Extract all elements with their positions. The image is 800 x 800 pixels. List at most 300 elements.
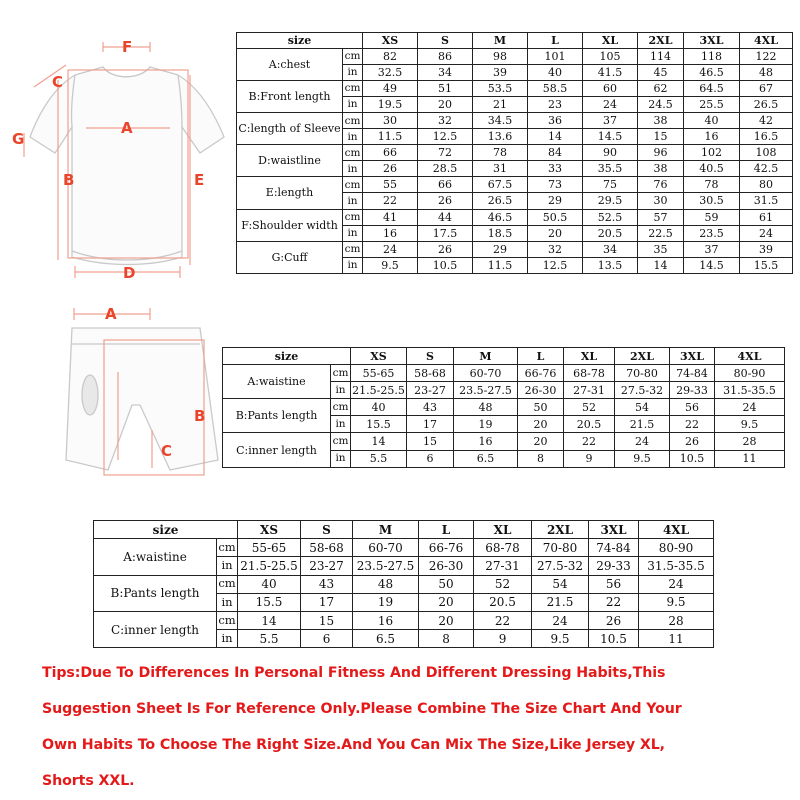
- unit-cell: cm: [331, 433, 351, 450]
- unit-cell: in: [343, 193, 363, 209]
- measurement-label: E:length: [237, 177, 343, 209]
- header-size-cell: 4XL: [740, 33, 793, 49]
- table-row: [237, 241, 793, 257]
- table-row: [237, 177, 793, 193]
- value-cell: 13.6: [473, 129, 528, 145]
- header-size-cell: M: [473, 33, 528, 49]
- value-cell: 28.5: [418, 161, 473, 177]
- header-size-cell: 3XL: [670, 348, 715, 365]
- value-cell: 22: [474, 611, 532, 629]
- value-cell: 10.5: [670, 450, 715, 467]
- value-cell: 44: [418, 209, 473, 225]
- value-cell: 8: [419, 630, 474, 648]
- value-cell: 50: [419, 575, 474, 593]
- unit-cell: cm: [343, 177, 363, 193]
- value-cell: 15.5: [351, 416, 407, 433]
- value-cell: 19: [353, 593, 419, 611]
- value-cell: 35.5: [583, 161, 638, 177]
- jersey-label-c: C: [52, 73, 64, 91]
- unit-cell: cm: [331, 365, 351, 382]
- value-cell: 39: [473, 65, 528, 81]
- value-cell: 21: [473, 97, 528, 113]
- tips-note: [42, 655, 782, 799]
- value-cell: 52: [474, 575, 532, 593]
- value-cell: 26: [589, 611, 639, 629]
- value-cell: 58.5: [528, 81, 583, 97]
- value-cell: 34.5: [473, 113, 528, 129]
- value-cell: 16.5: [740, 129, 793, 145]
- jersey-label-e: E: [194, 171, 205, 189]
- unit-cell: in: [217, 630, 238, 648]
- header-size-cell: XS: [238, 521, 301, 539]
- tips-line-3: Own Habits To Choose The Right Size.And You Can Mix The Size,Like Jersey XL,: [42, 737, 665, 753]
- value-cell: 27.5-32: [532, 557, 589, 575]
- value-cell: 11.5: [363, 129, 418, 145]
- value-cell: 14: [528, 129, 583, 145]
- value-cell: 24: [532, 611, 589, 629]
- value-cell: 84: [528, 145, 583, 161]
- value-cell: 16: [684, 129, 740, 145]
- value-cell: 74-84: [670, 365, 715, 382]
- value-cell: 31: [473, 161, 528, 177]
- value-cell: 46.5: [684, 65, 740, 81]
- value-cell: 30.5: [684, 193, 740, 209]
- value-cell: 67.5: [473, 177, 528, 193]
- value-cell: 74-84: [589, 539, 639, 557]
- tips-line-4: Shorts XXL.: [42, 773, 135, 789]
- header-size-cell: 3XL: [684, 33, 740, 49]
- measurement-label: A:waistine: [223, 365, 331, 399]
- header-size-cell: 2XL: [638, 33, 684, 49]
- value-cell: 46.5: [473, 209, 528, 225]
- value-cell: 60: [583, 81, 638, 97]
- value-cell: 21.5: [532, 593, 589, 611]
- jersey-label-g: G: [12, 130, 25, 148]
- value-cell: 21.5-25.5: [351, 382, 407, 399]
- value-cell: 67: [740, 81, 793, 97]
- value-cell: 29-33: [670, 382, 715, 399]
- value-cell: 66-76: [518, 365, 564, 382]
- value-cell: 5.5: [351, 450, 407, 467]
- header-size-label: size: [237, 33, 363, 49]
- header-size-cell: 4XL: [715, 348, 785, 365]
- header-size-cell: 2XL: [615, 348, 670, 365]
- value-cell: 34: [418, 65, 473, 81]
- shorts-diagram: [60, 300, 220, 485]
- value-cell: 80: [740, 177, 793, 193]
- value-cell: 23-27: [301, 557, 353, 575]
- value-cell: 41.5: [583, 65, 638, 81]
- value-cell: 54: [615, 399, 670, 416]
- value-cell: 32: [418, 113, 473, 129]
- value-cell: 35: [638, 241, 684, 257]
- shorts-size-table-1: [222, 347, 785, 468]
- value-cell: 38: [638, 161, 684, 177]
- shorts-label-a: A: [105, 305, 117, 323]
- value-cell: 55-65: [351, 365, 407, 382]
- value-cell: 26-30: [518, 382, 564, 399]
- header-size-cell: 3XL: [589, 521, 639, 539]
- value-cell: 20: [528, 225, 583, 241]
- shorts-2-table-body: [94, 521, 714, 648]
- value-cell: 9: [474, 630, 532, 648]
- value-cell: 38: [638, 113, 684, 129]
- value-cell: 28: [715, 433, 785, 450]
- unit-cell: in: [343, 161, 363, 177]
- value-cell: 14: [238, 611, 301, 629]
- value-cell: 98: [473, 49, 528, 65]
- value-cell: 96: [638, 145, 684, 161]
- unit-cell: in: [343, 225, 363, 241]
- table-header-row: [223, 348, 785, 365]
- unit-cell: cm: [343, 209, 363, 225]
- header-size-cell: S: [418, 33, 473, 49]
- value-cell: 24: [715, 399, 785, 416]
- unit-cell: in: [217, 557, 238, 575]
- header-size-cell: L: [419, 521, 474, 539]
- header-size-cell: S: [301, 521, 353, 539]
- unit-cell: in: [331, 416, 351, 433]
- header-size-cell: XS: [351, 348, 407, 365]
- value-cell: 122: [740, 49, 793, 65]
- value-cell: 19: [454, 416, 518, 433]
- shorts-label-c: C: [161, 442, 173, 460]
- value-cell: 58-68: [301, 539, 353, 557]
- value-cell: 75: [583, 177, 638, 193]
- shorts-label-b: B: [194, 407, 206, 425]
- value-cell: 60-70: [353, 539, 419, 557]
- value-cell: 6.5: [454, 450, 518, 467]
- header-size-label: size: [223, 348, 351, 365]
- table-row: [237, 113, 793, 129]
- value-cell: 50: [518, 399, 564, 416]
- value-cell: 20: [419, 611, 474, 629]
- value-cell: 27-31: [474, 557, 532, 575]
- value-cell: 22: [363, 193, 418, 209]
- value-cell: 22: [564, 433, 615, 450]
- table-row: [223, 399, 785, 416]
- shorts-outline: [66, 328, 218, 470]
- value-cell: 24: [615, 433, 670, 450]
- value-cell: 17: [407, 416, 454, 433]
- value-cell: 50.5: [528, 209, 583, 225]
- value-cell: 20.5: [564, 416, 615, 433]
- value-cell: 48: [353, 575, 419, 593]
- measurement-label: C:length of Sleeve: [237, 113, 343, 145]
- value-cell: 20: [518, 433, 564, 450]
- table-row: [237, 209, 793, 225]
- value-cell: 53.5: [473, 81, 528, 97]
- value-cell: 20.5: [583, 225, 638, 241]
- value-cell: 11.5: [473, 257, 528, 273]
- value-cell: 22: [670, 416, 715, 433]
- jersey-diagram: [0, 25, 235, 285]
- value-cell: 15: [407, 433, 454, 450]
- jersey-table-body: [237, 33, 793, 274]
- header-size-cell: 4XL: [639, 521, 714, 539]
- table-row: [237, 145, 793, 161]
- value-cell: 40.5: [684, 161, 740, 177]
- value-cell: 27-31: [564, 382, 615, 399]
- value-cell: 28: [639, 611, 714, 629]
- value-cell: 25.5: [684, 97, 740, 113]
- value-cell: 26.5: [473, 193, 528, 209]
- value-cell: 12.5: [418, 129, 473, 145]
- value-cell: 18.5: [473, 225, 528, 241]
- unit-cell: in: [331, 450, 351, 467]
- value-cell: 82: [363, 49, 418, 65]
- header-size-cell: XL: [564, 348, 615, 365]
- jersey-outline: [30, 67, 224, 265]
- value-cell: 114: [638, 49, 684, 65]
- value-cell: 78: [684, 177, 740, 193]
- jersey-label-d: D: [123, 264, 136, 282]
- value-cell: 55-65: [238, 539, 301, 557]
- value-cell: 56: [670, 399, 715, 416]
- value-cell: 11: [715, 450, 785, 467]
- unit-cell: cm: [343, 49, 363, 65]
- value-cell: 48: [454, 399, 518, 416]
- value-cell: 29: [528, 193, 583, 209]
- value-cell: 66: [363, 145, 418, 161]
- value-cell: 42: [740, 113, 793, 129]
- value-cell: 41: [363, 209, 418, 225]
- value-cell: 15: [301, 611, 353, 629]
- jersey-label-f: F: [122, 38, 133, 56]
- unit-cell: in: [331, 382, 351, 399]
- unit-cell: in: [343, 65, 363, 81]
- value-cell: 32: [528, 241, 583, 257]
- value-cell: 52: [564, 399, 615, 416]
- unit-cell: in: [217, 593, 238, 611]
- value-cell: 6: [407, 450, 454, 467]
- value-cell: 62: [638, 81, 684, 97]
- value-cell: 26.5: [740, 97, 793, 113]
- value-cell: 80-90: [639, 539, 714, 557]
- value-cell: 70-80: [532, 539, 589, 557]
- value-cell: 29-33: [589, 557, 639, 575]
- value-cell: 78: [473, 145, 528, 161]
- value-cell: 9.5: [639, 593, 714, 611]
- value-cell: 90: [583, 145, 638, 161]
- value-cell: 45: [638, 65, 684, 81]
- value-cell: 24: [639, 575, 714, 593]
- value-cell: 23-27: [407, 382, 454, 399]
- value-cell: 108: [740, 145, 793, 161]
- value-cell: 10.5: [589, 630, 639, 648]
- value-cell: 36: [528, 113, 583, 129]
- value-cell: 23: [528, 97, 583, 113]
- value-cell: 26: [363, 161, 418, 177]
- value-cell: 66-76: [419, 539, 474, 557]
- value-cell: 21.5-25.5: [238, 557, 301, 575]
- header-size-cell: M: [454, 348, 518, 365]
- value-cell: 20: [418, 97, 473, 113]
- table-row: [94, 575, 714, 593]
- unit-cell: cm: [217, 611, 238, 629]
- measurement-label: D:waistline: [237, 145, 343, 177]
- value-cell: 60-70: [454, 365, 518, 382]
- unit-cell: cm: [343, 113, 363, 129]
- value-cell: 26: [418, 241, 473, 257]
- value-cell: 61: [740, 209, 793, 225]
- value-cell: 30: [363, 113, 418, 129]
- value-cell: 14: [638, 257, 684, 273]
- shorts-1-table-body: [223, 348, 785, 468]
- value-cell: 16: [363, 225, 418, 241]
- value-cell: 24.5: [638, 97, 684, 113]
- unit-cell: cm: [343, 241, 363, 257]
- value-cell: 22.5: [638, 225, 684, 241]
- header-size-cell: XL: [474, 521, 532, 539]
- value-cell: 31.5-35.5: [715, 382, 785, 399]
- unit-cell: cm: [343, 145, 363, 161]
- value-cell: 23.5-27.5: [353, 557, 419, 575]
- value-cell: 29.5: [583, 193, 638, 209]
- value-cell: 16: [353, 611, 419, 629]
- value-cell: 9.5: [615, 450, 670, 467]
- value-cell: 39: [740, 241, 793, 257]
- value-cell: 80-90: [715, 365, 785, 382]
- value-cell: 14.5: [684, 257, 740, 273]
- value-cell: 21.5: [615, 416, 670, 433]
- measurement-label: A:chest: [237, 49, 343, 81]
- value-cell: 16: [454, 433, 518, 450]
- value-cell: 15.5: [238, 593, 301, 611]
- value-cell: 20: [419, 593, 474, 611]
- value-cell: 59: [684, 209, 740, 225]
- value-cell: 68-78: [474, 539, 532, 557]
- value-cell: 51: [418, 81, 473, 97]
- measurement-label: A:waistine: [94, 539, 217, 575]
- value-cell: 101: [528, 49, 583, 65]
- value-cell: 33: [528, 161, 583, 177]
- value-cell: 118: [684, 49, 740, 65]
- header-size-cell: XL: [583, 33, 638, 49]
- header-size-cell: M: [353, 521, 419, 539]
- value-cell: 34: [583, 241, 638, 257]
- value-cell: 23.5-27.5: [454, 382, 518, 399]
- value-cell: 20: [518, 416, 564, 433]
- value-cell: 31.5-35.5: [639, 557, 714, 575]
- value-cell: 102: [684, 145, 740, 161]
- value-cell: 17.5: [418, 225, 473, 241]
- header-size-cell: S: [407, 348, 454, 365]
- value-cell: 27.5-32: [615, 382, 670, 399]
- measurement-label: B:Pants length: [94, 575, 217, 611]
- tips-line-1: Tips:Due To Differences In Personal Fitness And Different Dressing Habits,This: [42, 665, 666, 681]
- table-row: [223, 365, 785, 382]
- value-cell: 76: [638, 177, 684, 193]
- table-row: [94, 539, 714, 557]
- value-cell: 26: [418, 193, 473, 209]
- value-cell: 6: [301, 630, 353, 648]
- value-cell: 58-68: [407, 365, 454, 382]
- header-size-cell: L: [518, 348, 564, 365]
- value-cell: 54: [532, 575, 589, 593]
- unit-cell: in: [343, 129, 363, 145]
- header-size-cell: 2XL: [532, 521, 589, 539]
- unit-cell: in: [343, 257, 363, 273]
- value-cell: 40: [528, 65, 583, 81]
- measurement-label: G:Cuff: [237, 241, 343, 273]
- table-row: [223, 433, 785, 450]
- value-cell: 9: [564, 450, 615, 467]
- value-cell: 12.5: [528, 257, 583, 273]
- value-cell: 40: [684, 113, 740, 129]
- value-cell: 52.5: [583, 209, 638, 225]
- value-cell: 13.5: [583, 257, 638, 273]
- value-cell: 105: [583, 49, 638, 65]
- unit-cell: cm: [217, 575, 238, 593]
- value-cell: 66: [418, 177, 473, 193]
- value-cell: 42.5: [740, 161, 793, 177]
- measurement-label: C:inner length: [94, 611, 217, 647]
- value-cell: 15: [638, 129, 684, 145]
- value-cell: 24: [363, 241, 418, 257]
- value-cell: 10.5: [418, 257, 473, 273]
- value-cell: 9.5: [363, 257, 418, 273]
- value-cell: 86: [418, 49, 473, 65]
- value-cell: 30: [638, 193, 684, 209]
- value-cell: 22: [589, 593, 639, 611]
- jersey-size-table: [236, 32, 793, 274]
- value-cell: 55: [363, 177, 418, 193]
- value-cell: 11: [639, 630, 714, 648]
- table-header-row: [94, 521, 714, 539]
- value-cell: 49: [363, 81, 418, 97]
- table-row: [237, 81, 793, 97]
- value-cell: 70-80: [615, 365, 670, 382]
- value-cell: 40: [238, 575, 301, 593]
- value-cell: 57: [638, 209, 684, 225]
- value-cell: 56: [589, 575, 639, 593]
- jersey-label-b: B: [63, 171, 75, 189]
- value-cell: 72: [418, 145, 473, 161]
- value-cell: 64.5: [684, 81, 740, 97]
- table-row: [94, 611, 714, 629]
- value-cell: 68-78: [564, 365, 615, 382]
- value-cell: 8: [518, 450, 564, 467]
- value-cell: 14.5: [583, 129, 638, 145]
- value-cell: 14: [351, 433, 407, 450]
- value-cell: 23.5: [684, 225, 740, 241]
- value-cell: 19.5: [363, 97, 418, 113]
- unit-cell: cm: [217, 539, 238, 557]
- value-cell: 37: [583, 113, 638, 129]
- table-header-row: [237, 33, 793, 49]
- value-cell: 73: [528, 177, 583, 193]
- value-cell: 5.5: [238, 630, 301, 648]
- value-cell: 26-30: [419, 557, 474, 575]
- value-cell: 9.5: [715, 416, 785, 433]
- table-row: [237, 49, 793, 65]
- tips-line-2: Suggestion Sheet Is For Reference Only.Please Combine The Size Chart And Your: [42, 701, 682, 717]
- measurement-label: B:Front length: [237, 81, 343, 113]
- value-cell: 24: [740, 225, 793, 241]
- value-cell: 26: [670, 433, 715, 450]
- value-cell: 43: [407, 399, 454, 416]
- header-size-cell: XS: [363, 33, 418, 49]
- value-cell: 43: [301, 575, 353, 593]
- value-cell: 40: [351, 399, 407, 416]
- value-cell: 9.5: [532, 630, 589, 648]
- jersey-label-a: A: [121, 119, 133, 137]
- header-size-label: size: [94, 521, 238, 539]
- measurement-label: B:Pants length: [223, 399, 331, 433]
- value-cell: 48: [740, 65, 793, 81]
- header-size-cell: L: [528, 33, 583, 49]
